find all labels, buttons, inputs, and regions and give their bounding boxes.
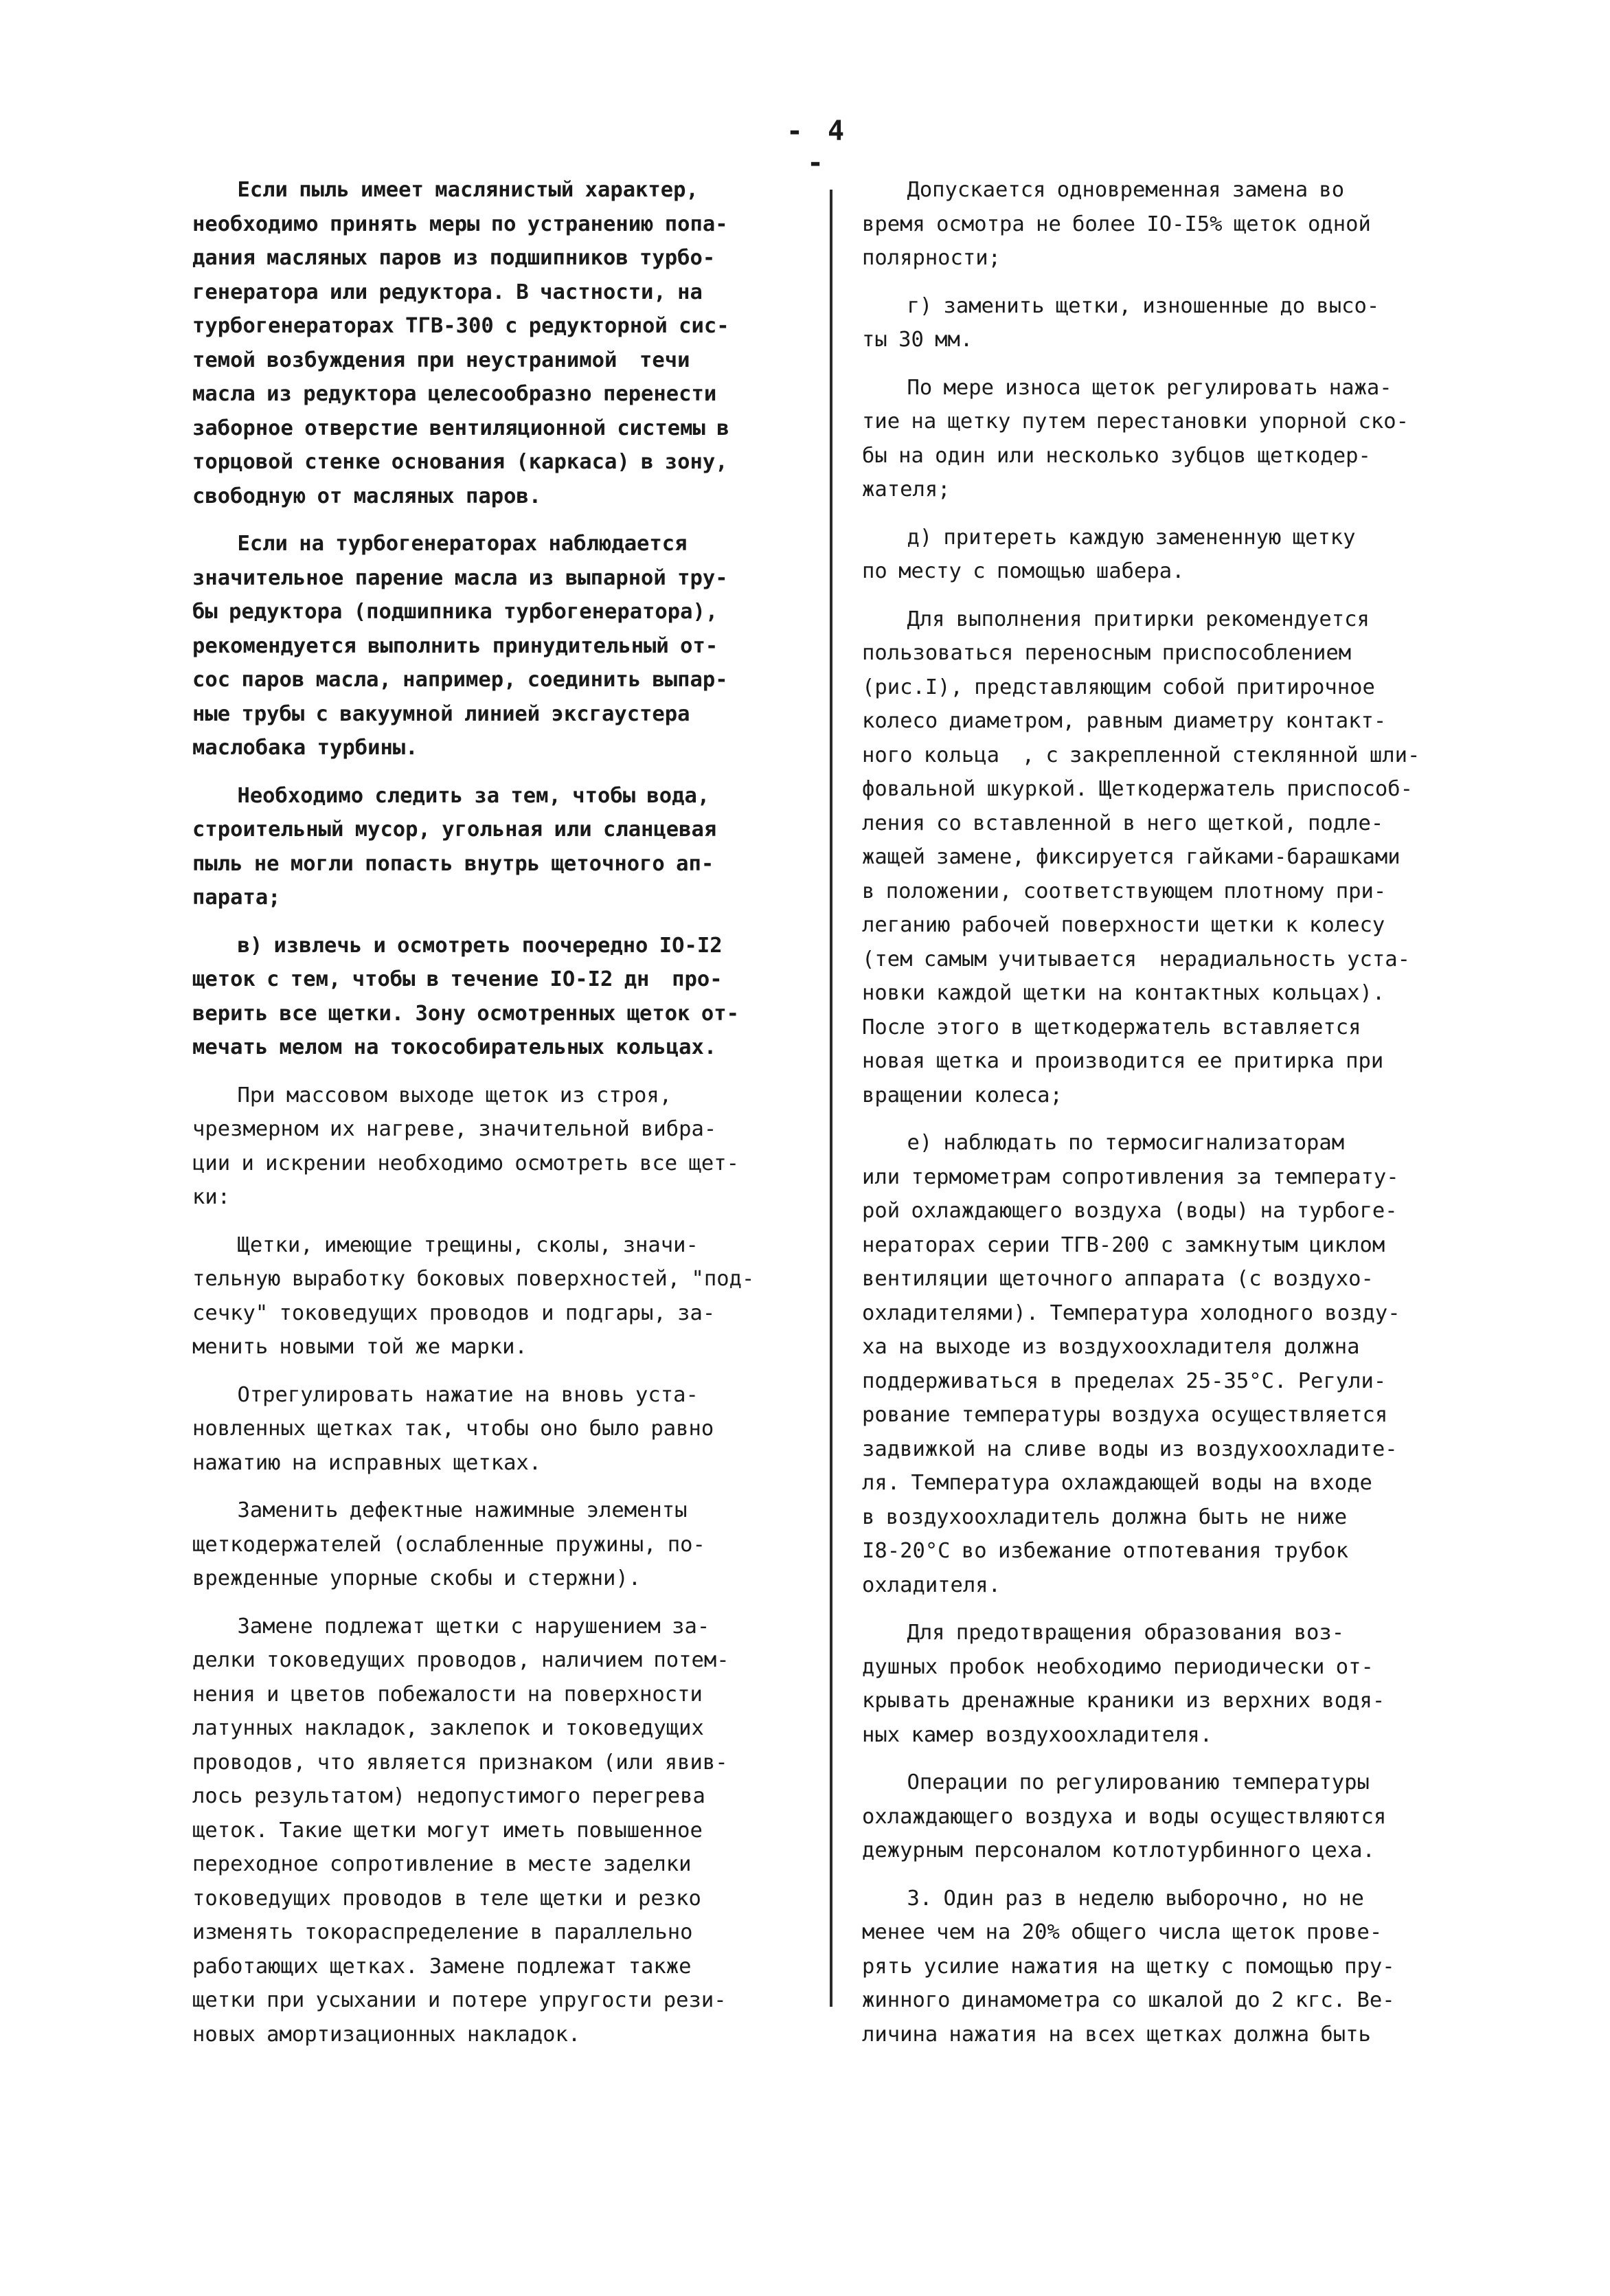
paragraph-cracked-brushes: Щетки, имеющие трещины, сколы, значи- тельную выработку боковых поверхностей, "под- сечку" токоведущих проводов и подгары, за- менить новыми той же марки. <box>192 1233 755 1359</box>
paragraph-replace-pressure-elements: Заменить дефектные нажимные элементы щеткодержателей (ослабленные пружины, по- врежденные упорные скобы и стержни). <box>192 1498 705 1590</box>
column-divider <box>830 190 832 2007</box>
paragraph-adjust-on-wear: По мере износа щеток регулировать нажа- тие на щетку путем перестановки упорной ско- бы на один или несколько зубцов щеткодер- жателя; <box>862 375 1409 502</box>
paragraph-simultaneous-replacement: Допускается одновременная замена во время осмотра не более IO-I5% щеток одной полярности; <box>862 178 1371 270</box>
paragraph-air-locks: Для предотвращения образования воз- душных пробок необходимо периодически от- крывать дренажные краники из верхних водя- ных камер воздухоохладителя. <box>862 1621 1385 1747</box>
paragraph-adjust-pressure: Отрегулировать нажатие на вновь уста- новленных щетках так, чтобы оно было равно нажатию на исправных щетках. <box>192 1382 714 1475</box>
paragraph-debris-protection: Необходимо следить за тем, чтобы вода, строительный мусор, угольная или сланцевая пыль не могли попасть внутрь щеточного ап- парата; <box>192 783 717 910</box>
paragraph-item-d-grind-in: д) притереть каждую замененную щетку по месту с помощью шабера. <box>862 525 1356 583</box>
paragraph-grinding-fixture: Для выполнения притирки рекомендуется пользоваться переносным приспособлением (рис.I), представляющим собой притирочное колесо диаметром, равным диаметру контакт- ного кольца , с закрепленной стеклянной шли- фовальной шкуркой. Щеткодержатель приспособ- ления со вставленной в него щеткой, подле- жащей замене, фиксируется гайками-барашками в положении, соответствующем плотному при- леганию рабочей поверхности щетки к колесу (тем самым учитывается нерадиальность уста- новки каждой щетки на контактных кольцах). После этого в щеткодержатель вставляется новая щетка и производится ее притирка при вращении колеса; <box>862 607 1420 1107</box>
paragraph-item-g-replace-worn: г) заменить щетки, изношенные до высо- ты 30 мм. <box>862 293 1380 352</box>
paragraph-brush-replacement-criteria: Замене подлежат щетки с нарушением за- делки токоведущих проводов, наличием потем- нения и цветов побежалости на поверхности латунных накладок, заклепок и токоведущих проводов, что является признаком (или явив- лось результатом) недопустимого перегрева щеток. Такие щетки могут иметь повышенное переходное сопротивление в месте заделки токоведущих проводов в теле щетки и резко изменять токораспределение в параллельно работающих щетках. Замене подлежат также щетки при усыхании и потере упругости рези- новых амортизационных накладок. <box>192 1614 729 2047</box>
paragraph-item-v-inspect-brushes: в) извлечь и осмотреть поочередно IO-I2 щеток с тем, чтобы в течение IO-I2 дн про- верить все щетки. Зону осмотренных щеток от- мечать мелом на токособирательных кольцах. <box>192 933 739 1059</box>
right-column <box>862 173 1480 2065</box>
paragraph-temperature-operations: Операции по регулированию температуры охлаждающего воздуха и воды осуществляются дежурным персоналом котлотурбинного цеха. <box>862 1770 1387 1862</box>
paragraph-item-3-weekly-check: 3. Один раз в неделю выборочно, но не менее чем на 20% общего числа щеток прове- рять усилие нажатия на щетку с помощью пру- жинного динамометра со шкалой до 2 кгс. Ве- личина нажатия на всех щетках должна быть <box>862 1886 1395 2047</box>
left-column <box>192 173 804 2065</box>
paragraph-oil-vapor: Если на турбогенераторах наблюдается значительное парение масла из выпарной тру- бы редуктора (подшипника турбогенератора), рекомендуется выполнить принудительный от- сос паров масла, например, соединить выпар- ные трубы с вакуумной линией эксгаустера маслобака турбины. <box>192 532 728 760</box>
paragraph-mass-failure: При массовом выходе щеток из строя, чрезмерном их нагреве, значительной вибра- ции и искрении необходимо осмотреть все щет- ки: <box>192 1083 739 1209</box>
paragraph-oily-dust: Если пыль имеет маслянистый характер, необходимо принять меры по устранению попа- дания масляных паров из подшипников турбо- генератора или редуктора. В частности, на турбогенераторах ТГВ-300 с редукторной сис- темой возбуждения при неустранимой течи масла из редуктора целесообразно перенести заборное отверстие вентиляционной системы в торцовой стенке основания (каркаса) в зону, свободную от масляных паров. <box>192 178 729 508</box>
page-number: - 4 - <box>786 115 849 179</box>
paragraph-item-e-cooling-air: е) наблюдать по термосигнализаторам или термометрам сопротивления за температу- рой охлаждающего воздуха (воды) на турбоге- нераторах серии ТГВ-200 с замкнутым циклом вентиляции щеточного аппарата (с воздухо- охладителями). Температура холодного возду- ха на выходе из воздухоохладителя должна поддерживаться в пределах 25-35°С. Регули- рование температуры воздуха осуществляется задвижкой на сливе воды из воздухоохладите- ля. Температура охлаждающей воды на входе в воздухоохладитель должна быть не ниже I8-20°С во избежание отпотевания трубок охладителя. <box>862 1131 1401 1597</box>
